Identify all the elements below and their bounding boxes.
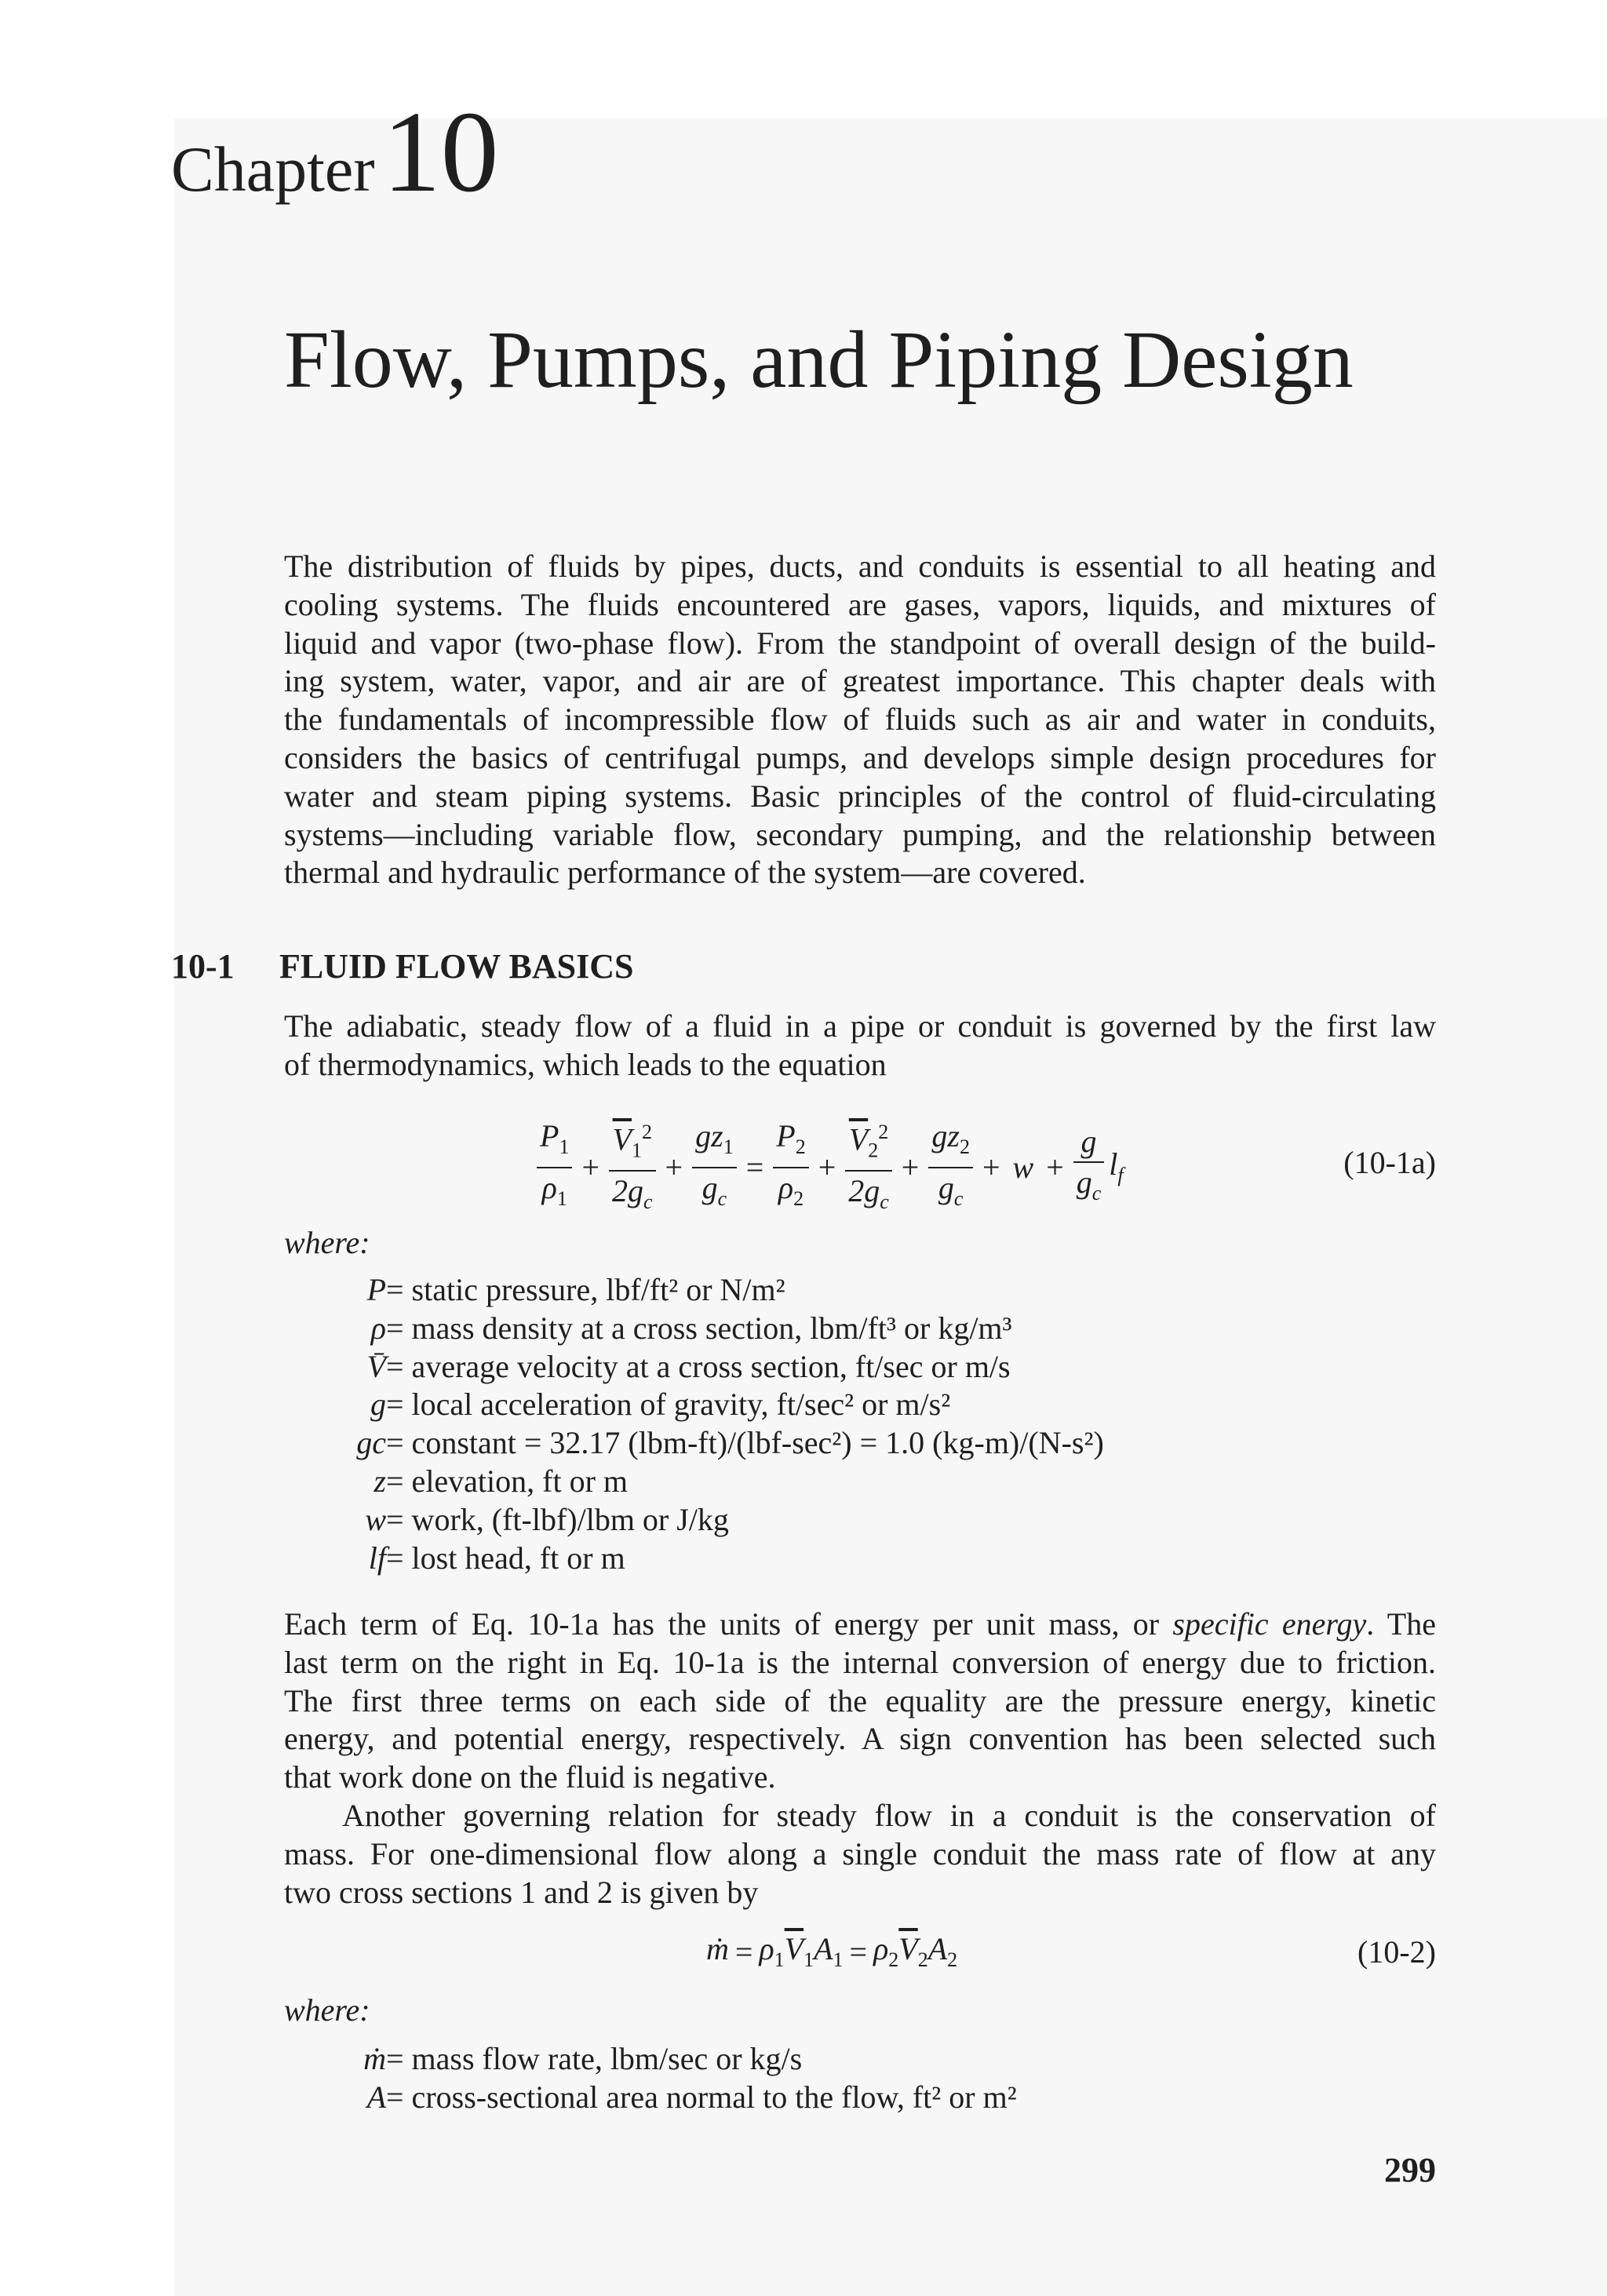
intro-line: the fundamentals of incompressible flow of fluids such as air and water in conduits, <box>284 702 1436 738</box>
section-heading <box>171 946 634 986</box>
intro-line: systems—including variable flow, secondary pumping, and the relationship between <box>284 816 1436 852</box>
intro-line: ing system, water, vapor, and air are of greatest importance. This chapter deals with <box>284 663 1436 699</box>
fraction-p1-rho1: $\frac{P_1}{\rho_1}$ <box>537 1117 572 1219</box>
where-label: where: <box>284 1225 370 1260</box>
intro-line: liquid and vapor (two-phase flow). From the standpoint of overall design of the build- <box>284 625 1436 661</box>
intro-line: water and steam piping systems. Basic principles of the control of fluid-circulating <box>284 778 1436 814</box>
paragraph-line: Another governing relation for steady flow in a conduit is the conservation of <box>342 1798 1436 1833</box>
definition-row: V̄= average velocity at a cross section, ft/sec or m/s <box>366 1348 1011 1384</box>
fraction-gz2-gc: $\frac{gz_2}{g_c}$ <box>928 1117 973 1219</box>
equation-10-1a: $\frac{P_1}{\rho_1}$ + $\frac{\overline{V}_1^2}{2g_c}$ + $\frac{gz_1}{g_c}$ = $\frac{P_2}{\rho_2}$ + $\frac{\overline{V}_2^2}{2g_c}$ + $\frac{gz_2}{g_c}$ + w + $\frac{g}{g_c}$ $l_f$ <box>534 1113 1130 1222</box>
fraction-g-gc: $\frac{g}{g_c}$ <box>1073 1122 1105 1213</box>
chapter-label <box>171 88 499 217</box>
definition-row: z= elevation, ft or m <box>374 1463 629 1499</box>
paragraph-line: of thermodynamics, which leads to the equation <box>284 1046 887 1082</box>
intro-line: thermal and hydraulic performance of the system—are covered. <box>284 855 1086 891</box>
definition-row: ṁ= mass flow rate, lbm/sec or kg/s <box>363 2041 803 2076</box>
definition-row: ρ= mass density at a cross section, lbm/ft³ or kg/m³ <box>370 1310 1012 1346</box>
intro-line: considers the basics of centrifugal pumps, and develops simple design procedures for <box>284 739 1436 775</box>
intro-paragraph <box>284 548 1436 892</box>
fraction-v1-2gc: $\frac{\overline{V}_1^2}{2g_c}$ <box>609 1113 656 1222</box>
chapter-number: 10 <box>382 88 499 217</box>
definition-row: P= static pressure, lbf/ft² or N/m² <box>366 1272 785 1307</box>
definition-row: gc= constant = 32.17 (lbm-ft)/(lbf-sec²) = 1.0 (kg-m)/(N-s²) <box>356 1425 1104 1461</box>
emphasis-text: specific energy <box>1172 1606 1367 1642</box>
paragraph-line: The adiabatic, steady flow of a fluid in a pipe or conduit is governed by the first law <box>284 1008 1436 1044</box>
paragraph-line: mass. For one-dimensional flow along a single conduit the mass rate of flow at any <box>284 1835 1436 1871</box>
definition-row: g= local acceleration of gravity, ft/sec² or m/s² <box>370 1387 951 1423</box>
intro-line: cooling systems. The fluids encountered are gases, vapors, liquids, and mixtures of <box>284 586 1436 622</box>
paragraph-line: that work done on the fluid is negative. <box>284 1759 776 1795</box>
paragraph-line: energy, and potential energy, respectively. A sign convention has been selected such <box>284 1721 1436 1757</box>
equation-number: (10-2) <box>1357 1934 1436 1970</box>
paragraph-line: Each term of Eq. 10-1a has the units of energy per unit mass, or specific energy. The <box>284 1606 1436 1642</box>
equation-10-2: ṁ = $\rho_1\overline{V}_1A_1 = \rho_2\overline{V}_2A_2$ <box>706 1931 958 1971</box>
fraction-gz1-gc: $\frac{gz_1}{g_c}$ <box>692 1117 737 1219</box>
paragraph-3 <box>284 1797 1436 1912</box>
definition-row: A= cross-sectional area normal to the flow, ft² or m² <box>366 2079 1017 2115</box>
variable-definitions <box>334 1271 1104 1577</box>
page-number: 299 <box>1384 2151 1436 2189</box>
paragraph-1 <box>284 1008 1436 1084</box>
chapter-title: Flow, Pumps, and Piping Design <box>284 315 1354 405</box>
paragraph-line: last term on the right in Eq. 10-1a is the internal conversion of energy due to friction. <box>284 1644 1436 1680</box>
fraction-p2-rho2: $\frac{P_2}{\rho_2}$ <box>773 1117 808 1219</box>
section-title: FLUID FLOW BASICS <box>279 947 634 986</box>
intro-line: The distribution of fluids by pipes, ducts, and conduits is essential to all heating and <box>284 548 1436 584</box>
definition-row: lf= lost head, ft or m <box>368 1540 625 1576</box>
paragraph-line: The first three terms on each side of the equality are the pressure energy, kinetic <box>284 1682 1436 1718</box>
definition-row: w= work, (ft-lbf)/lbm or J/kg <box>365 1501 729 1537</box>
where-label: where: <box>284 1992 370 2028</box>
paragraph-2 <box>284 1605 1436 1797</box>
paragraph-line: two cross sections 1 and 2 is given by <box>284 1874 759 1910</box>
fraction-v2-2gc: $\frac{\overline{V}_2^2}{2g_c}$ <box>845 1113 892 1222</box>
chapter-word: Chapter <box>171 133 375 205</box>
equation-number: (10-1a) <box>1343 1145 1436 1180</box>
variable-definitions <box>334 2040 1017 2117</box>
section-number: 10-1 <box>171 947 235 986</box>
